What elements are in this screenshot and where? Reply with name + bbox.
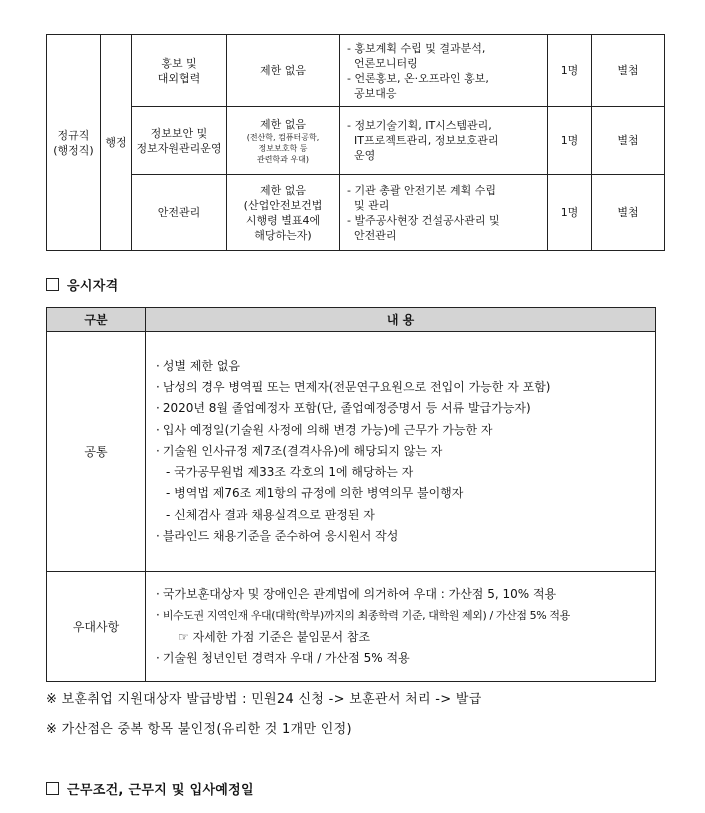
table-row bbox=[47, 35, 665, 107]
sub-item bbox=[156, 462, 649, 483]
requirement-cell bbox=[227, 107, 340, 175]
duty-line: 안전관리 bbox=[347, 228, 397, 242]
category-cell bbox=[47, 35, 101, 251]
location-cell: 별첨 bbox=[592, 107, 665, 175]
count-cell: 1명 bbox=[548, 175, 592, 251]
sub-item bbox=[156, 483, 649, 504]
requirement-cell: 제한 없음 bbox=[227, 35, 340, 107]
checkbox-square-icon bbox=[46, 278, 59, 291]
item-text: 입사 예정일(기술원 사정에 의해 변경 가능)에 근무가 가능한 자 bbox=[162, 422, 493, 437]
common-label: 공통 bbox=[47, 332, 146, 572]
table-row bbox=[47, 175, 665, 251]
positions-table bbox=[46, 34, 665, 251]
bullet-item bbox=[156, 648, 649, 669]
duty-line: - 정보기술기획, IT시스템관리, bbox=[347, 119, 492, 132]
item-text: 2020년 8월 졸업예정자 포함(단, 졸업예정증명서 등 서류 발급가능자) bbox=[162, 401, 531, 416]
duty-line: IT프로젝트관리, 정보보호관리 bbox=[347, 134, 499, 147]
requirement-text: 제한 없음 bbox=[259, 117, 306, 131]
location-cell: 별첨 bbox=[592, 175, 665, 251]
location-cell: 별첨 bbox=[592, 35, 665, 107]
bullet-item bbox=[156, 441, 649, 462]
checkbox-square-icon bbox=[46, 782, 59, 795]
count-cell: 1명 bbox=[548, 107, 592, 175]
item-text: 성별 제한 없음 bbox=[162, 358, 241, 373]
bullet-icon: · bbox=[156, 608, 160, 623]
bullet-icon: · bbox=[156, 379, 160, 394]
duties-cell bbox=[340, 107, 548, 175]
item-text: - 국가공무원법 제33조 각호의 1에 해당하는 자 bbox=[166, 465, 414, 480]
item-text: 블라인드 채용기준을 준수하여 응시원서 작성 bbox=[162, 529, 399, 544]
category-label: 정규직 (행정직) bbox=[53, 128, 94, 157]
work-conditions-heading-text: 근무조건, 근무지 및 입사예정일 bbox=[67, 783, 254, 798]
item-text: 국가보훈대상자 및 장애인은 관계법에 의거하여 우대 : 가산점 5, 10% 적용 bbox=[162, 586, 557, 601]
bullet-item bbox=[156, 605, 649, 626]
table-row-preference bbox=[47, 572, 656, 682]
field-cell: 정보보안 및 정보자원관리운영 bbox=[132, 107, 227, 175]
item-text: - 신체검사 결과 채용실격으로 판정된 자 bbox=[166, 507, 375, 522]
footnote-bonus: ※ 가산점은 중복 항목 불인정(유리한 것 1개만 인정) bbox=[46, 722, 352, 737]
duty-line: - 홍보계획 수립 및 결과분석, bbox=[347, 41, 486, 55]
duties-cell bbox=[340, 35, 548, 107]
requirement-note: (전산학, 컴퓨터공학, 정보보호학 등 관련학과 우대) bbox=[246, 132, 320, 164]
bullet-item bbox=[156, 356, 649, 377]
bullet-item bbox=[156, 377, 649, 398]
bullet-item bbox=[156, 584, 649, 605]
duties-cell bbox=[340, 175, 548, 251]
bullet-item bbox=[156, 420, 649, 441]
table-row-common bbox=[47, 332, 656, 572]
preference-content bbox=[146, 572, 656, 682]
item-text: 남성의 경우 병역필 또는 면제자(전문연구요원으로 전입이 가능한 자 포함) bbox=[162, 379, 551, 394]
footnote-veteran: ※ 보훈취업 지원대상자 발급방법 : 민원24 신청 -> 보훈관서 처리 -> 발급 bbox=[46, 692, 482, 707]
bullet-icon: · bbox=[156, 586, 160, 601]
field-cell: 안전관리 bbox=[132, 175, 227, 251]
bullet-icon: · bbox=[156, 650, 160, 665]
item-text: 기술원 청년인턴 경력자 우대 / 가산점 5% 적용 bbox=[162, 650, 410, 665]
table-row bbox=[47, 107, 665, 175]
qualification-table bbox=[46, 307, 656, 682]
item-text: ☞ 자세한 가점 기준은 붙임문서 참조 bbox=[178, 629, 371, 644]
sub-item bbox=[156, 505, 649, 526]
item-text: 기술원 인사규정 제7조(결격사유)에 해당되지 않는 자 bbox=[162, 443, 443, 458]
bullet-icon: · bbox=[156, 358, 160, 373]
requirement-cell: 제한 없음 (산업안전보건법 시행령 별표4에 해당하는자) bbox=[227, 175, 340, 251]
duty-line: - 기관 총괄 안전기본 계획 수립 bbox=[347, 183, 496, 197]
bullet-icon: · bbox=[156, 422, 160, 437]
duty-line: 공보대응 bbox=[347, 86, 397, 100]
bullet-icon: · bbox=[156, 529, 160, 544]
field-cell: 홍보 및 대외협력 bbox=[132, 35, 227, 107]
duty-line: - 언론홍보, 온·오프라인 홍보, bbox=[347, 71, 489, 85]
duty-line: - 발주공사현장 건설공사관리 및 bbox=[347, 213, 500, 227]
qualification-heading bbox=[46, 275, 118, 294]
table-header-row bbox=[47, 308, 656, 332]
duty-line: 운영 bbox=[347, 149, 376, 162]
qualification-heading-text: 응시자격 bbox=[67, 279, 119, 294]
bullet-icon: · bbox=[156, 401, 160, 416]
bullet-item bbox=[156, 526, 649, 547]
note-item bbox=[156, 627, 649, 648]
item-text: - 병역법 제76조 제1항의 규정에 의한 병역의무 불이행자 bbox=[166, 486, 464, 501]
duty-line: 및 관리 bbox=[347, 198, 390, 212]
count-cell: 1명 bbox=[548, 35, 592, 107]
preference-label: 우대사항 bbox=[47, 572, 146, 682]
bullet-item bbox=[156, 398, 649, 419]
common-content bbox=[146, 332, 656, 572]
job-group-label: 행정 bbox=[105, 136, 127, 149]
item-text: 비수도권 지역인재 우대(대학(학부)까지의 최종학력 기준, 대학원 제외) / 가산점 5% 적용 bbox=[162, 609, 570, 623]
column-header-content: 내 용 bbox=[146, 308, 656, 332]
column-header-category: 구분 bbox=[47, 308, 146, 332]
duty-line: 언론모니터링 bbox=[347, 56, 418, 70]
work-conditions-heading bbox=[46, 779, 254, 798]
bullet-icon: · bbox=[156, 443, 160, 458]
job-group-cell bbox=[101, 35, 132, 251]
